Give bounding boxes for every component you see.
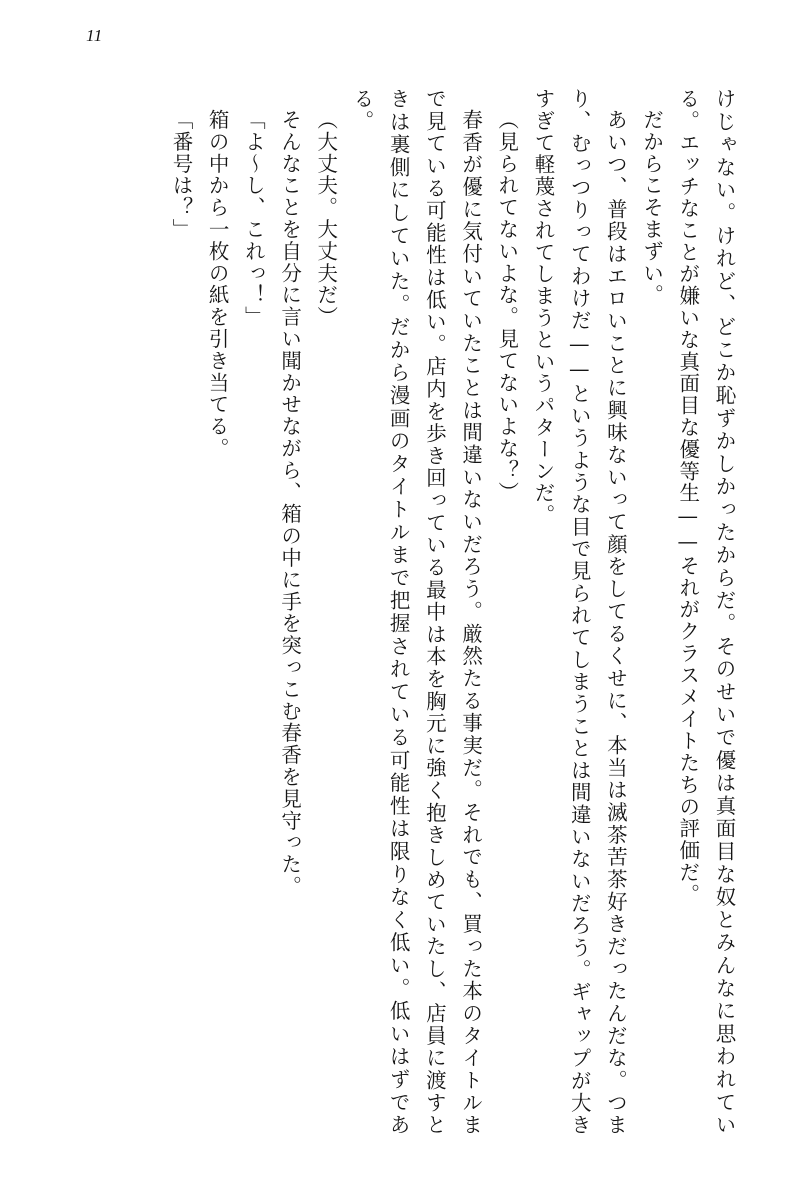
paragraph: 「よ～し、これっ！」 (241, 109, 266, 328)
paragraph: （大丈夫。大丈夫だ） (313, 109, 338, 328)
paragraph: 「番号は？」 (168, 109, 193, 241)
paragraph: けじゃない。けれど、どこか恥ずかしかったからだ。そのせいで優は真面目な奴とみんなに思われている。エッチなことが嫌いな真面目な優等生——それがクラスメイトたちの評価だ。 (675, 88, 736, 1136)
paragraph: あいつ、普段はエロいことに興味ないって顔をしてるくせに、本当は滅茶苦茶好きだったんだな。つまり、むっつりってわけだ——というような目で見られてしまうことは間違いないだろう。ギャップが大きすぎて軽蔑されてしまうというパターンだ。 (530, 88, 628, 1136)
paragraph: そんなことを自分に言い聞かせながら、箱の中に手を突っこむ春香を見守った。 (277, 109, 302, 898)
body-text-block (52, 88, 742, 1136)
paragraph: 箱の中から一枚の紙を引き当てる。 (205, 109, 230, 460)
paragraph: （見られてないよな。見てないよな？） (494, 109, 519, 504)
page-number: 11 (86, 26, 103, 45)
paragraph: だからこそまずい。 (639, 109, 664, 307)
paragraph: 春香が優に気付いていたことは間違いないだろう。厳然たる事実だ。それでも、買った本のタイトルまで見ている可能性は低い。店内を歩き回っている最中は本を胸元に強く抱きしめていたし、店員に渡すときは裏側にしていた。だから漫画のタイトルまで把握されている可能性は限りなく低い。低いはずである。 (349, 88, 483, 1136)
